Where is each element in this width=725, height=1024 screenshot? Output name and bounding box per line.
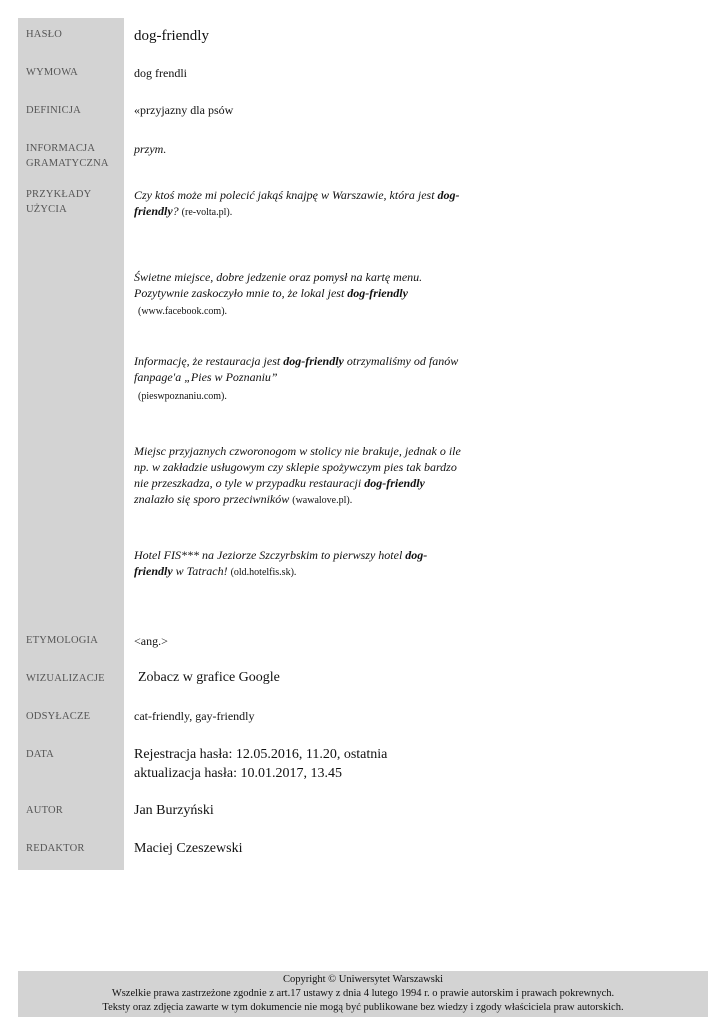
example-3 <box>134 353 464 443</box>
label-przyklady-line1: PRZYKŁADY <box>26 189 92 200</box>
grammatical-info: przym. <box>134 142 167 156</box>
label-wizualizacje: WIZUALIZACJE <box>18 662 124 700</box>
row-wymowa <box>18 56 718 94</box>
example-1-headword: dog-friendly <box>134 188 460 218</box>
example-2 <box>134 269 464 353</box>
etymology: <ang.> <box>134 634 168 648</box>
label-informacja-line2: GRAMATYCZNA <box>26 158 109 169</box>
pronunciation: dog frendli <box>134 66 187 80</box>
example-4-source: (wawalove.pl). <box>292 495 353 506</box>
example-5 <box>134 547 464 581</box>
label-autor: AUTOR <box>18 794 124 832</box>
headword: dog-friendly <box>134 28 209 44</box>
example-4 <box>134 443 464 547</box>
row-wizualizacje <box>18 662 718 700</box>
label-przyklady-line2: UŻYCIA <box>26 204 67 215</box>
row-redaktor <box>18 832 718 870</box>
example-3-source: (pieswpoznaniu.com). <box>138 391 227 402</box>
label-przyklady <box>18 178 124 624</box>
example-4-text-after: znalazło się sporo przeciwników <box>134 492 293 506</box>
example-5-headword: dog-friendly <box>134 548 428 578</box>
example-4-text: Miejsc przyjaznych czworonogom w stolicy nie brakuje, jednak o ile np. w zakładzie usługowym czy sklepie spożywczym pies tak bardzo nie przeszkadza, o tyle w przypadku restauracji <box>134 444 461 490</box>
label-definicja: DEFINICJA <box>18 94 124 132</box>
example-2-text: Świetne miejsce, dobre jedzenie oraz pomysł na kartę menu. Pozytywnie zaskoczyło mnie to, że lokal jest <box>134 270 423 300</box>
row-przyklady <box>18 178 718 624</box>
example-1-source: (re-volta.pl). <box>181 207 233 218</box>
example-1-text: Czy ktoś może mi polecić jakąś knajpę w Warszawie, która jest <box>134 188 438 202</box>
label-wymowa: WYMOWA <box>18 56 124 94</box>
example-5-text: Hotel FIS*** na Jeziorze Szczyrbskim to pierwszy hotel <box>134 548 406 562</box>
label-informacja-line1: INFORMACJA <box>26 143 96 154</box>
google-images-link[interactable]: Zobacz w grafice Google <box>138 670 280 685</box>
row-definicja <box>18 94 718 132</box>
example-1 <box>134 187 464 269</box>
example-2-headword: dog-friendly <box>347 286 408 300</box>
example-5-source: (old.hotelfis.sk). <box>230 567 297 578</box>
author: Jan Burzyński <box>134 803 214 818</box>
example-4-headword: dog-friendly <box>364 476 425 490</box>
example-5-text-after: w Tatrach! <box>172 564 231 578</box>
row-informacja <box>18 132 718 178</box>
cross-references: cat-friendly, gay-friendly <box>134 709 255 723</box>
footer-rights: Wszelkie prawa zastrzeżone zgodnie z art.17 ustawy z dnia 4 lutego 1994 r. o prawie autorskim i prawach pokrewnych. <box>111 988 615 999</box>
example-3-headword: dog-friendly <box>283 354 344 368</box>
date-registration: Rejestracja hasła: 12.05.2016, 11.20, ostatnia <box>134 747 388 762</box>
row-odsylacze <box>18 700 718 738</box>
example-2-source: (www.facebook.com). <box>138 306 228 317</box>
copyright-footer <box>18 971 708 1017</box>
example-3-text-after: otrzymaliśmy od fanów fanpage'a „Pies w Poznaniu” <box>134 354 459 384</box>
label-haslo: HASŁO <box>18 18 124 56</box>
label-redaktor: REDAKTOR <box>18 832 124 870</box>
examples <box>124 178 718 624</box>
row-autor <box>18 794 718 832</box>
definition: «przyjazny dla psów <box>134 103 234 117</box>
example-3-text: Informację, że restauracja jest <box>134 354 284 368</box>
label-etymologia: ETYMOLOGIA <box>18 624 124 662</box>
label-data: DATA <box>18 738 124 794</box>
row-haslo <box>18 18 718 56</box>
row-data <box>18 738 718 794</box>
example-1-text-after: ? <box>172 204 182 218</box>
label-informacja <box>18 132 124 178</box>
row-etymologia <box>18 624 718 662</box>
date-update: aktualizacja hasła: 10.01.2017, 13.45 <box>134 766 342 781</box>
label-odsylacze: ODSYŁACZE <box>18 700 124 738</box>
footer-copyright: Copyright © Uniwersytet Warszawski <box>282 974 444 985</box>
editor: Maciej Czeszewski <box>134 841 243 856</box>
footer-notice: Teksty oraz zdjęcia zawarte w tym dokumencie nie mogą być publikowane bez wiedzy i zgody właściciela praw autorskich. <box>102 1002 624 1013</box>
dictionary-entry <box>18 18 718 870</box>
dates <box>124 738 718 794</box>
